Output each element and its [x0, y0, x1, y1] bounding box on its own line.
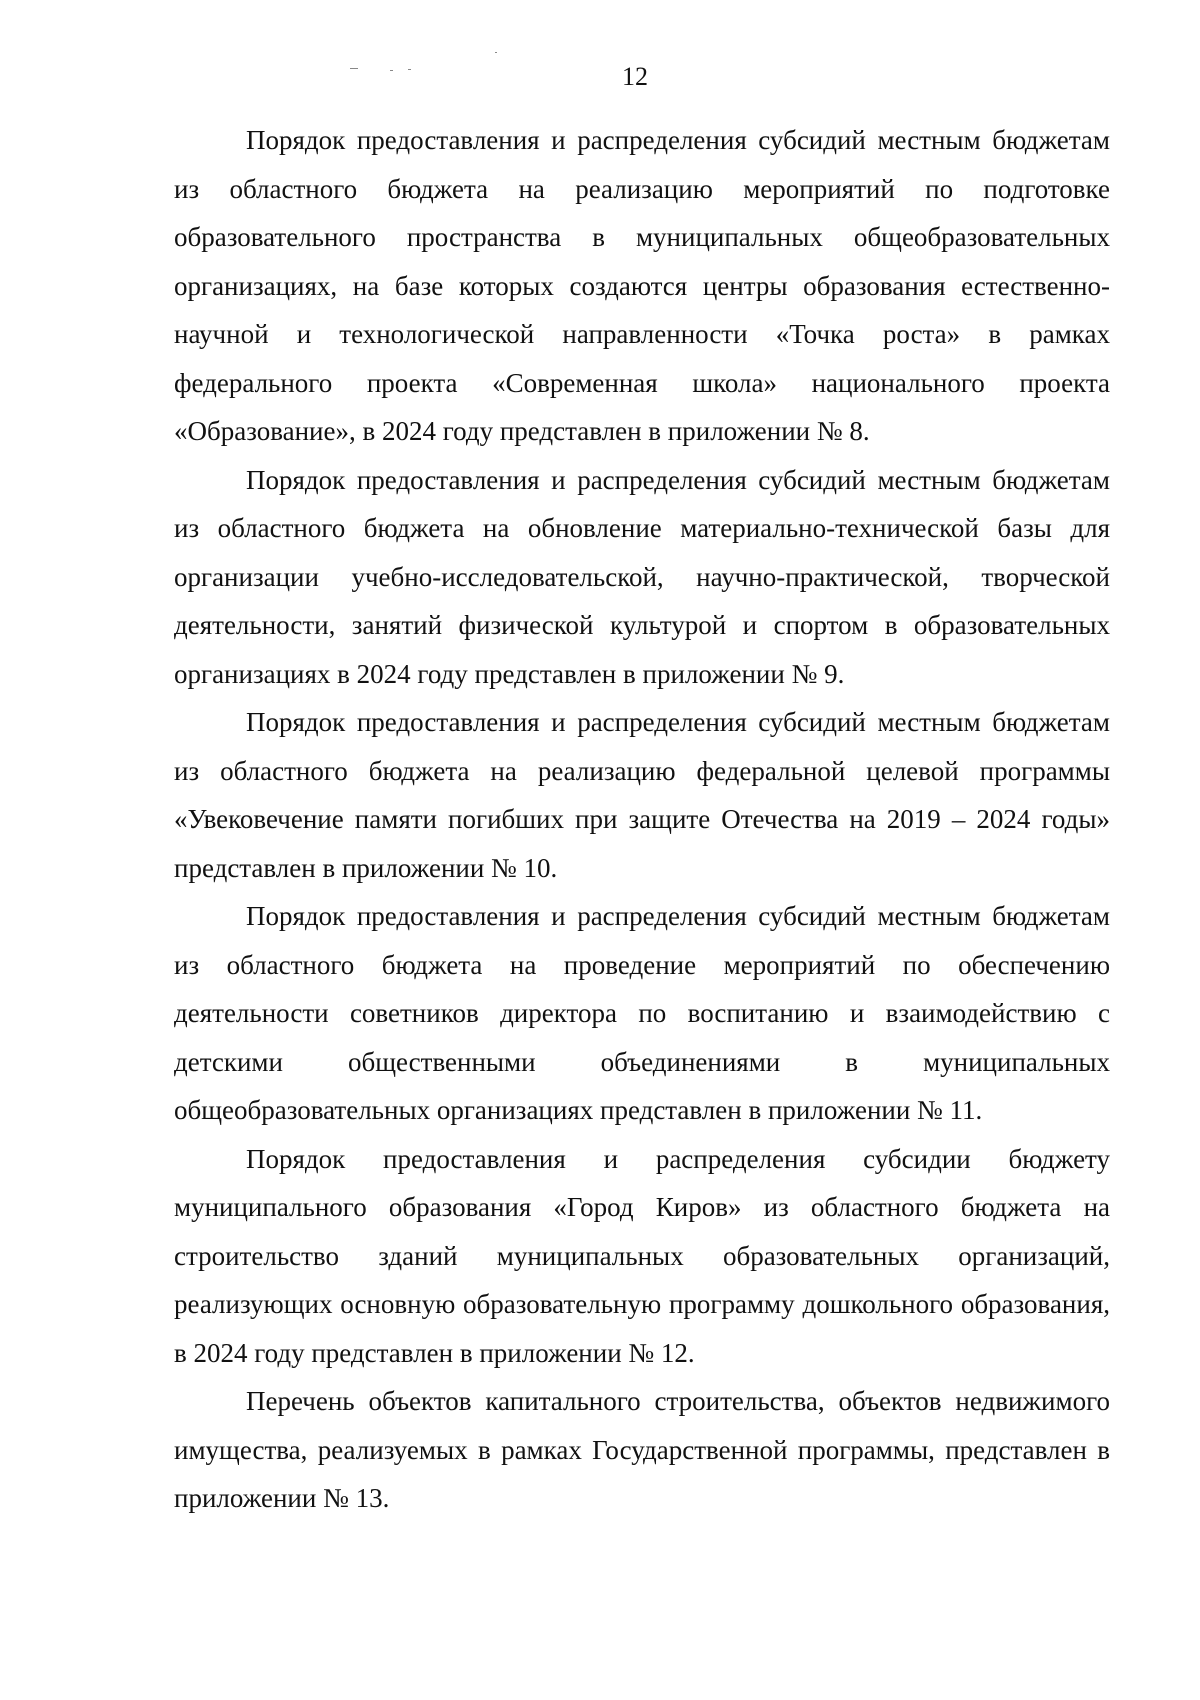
paragraph-appendix-12: Порядок предоставления и распределения субсидии бюджету муниципального образования «Город Киров» из областного бюджета на строительство зданий муниципальных образовательных организаций, реализующих основную образовательную программу дошкольного образования, в 2024 году представлен в приложении № 12. [174, 1143, 1110, 1368]
paragraph-appendix-8: Порядок предоставления и распределения субсидий местным бюджетам из областного бюджета на реализацию мероприятий по подготовке образовательного пространства в муниципальных общеобразовательных организациях, на базе которых создаются центры образования естественно-научной и технологической направленности «Точка роста» в рамках федерального проекта «Современная школа» национального проекта «Образование», в 2024 году представлен в приложении № 8. [174, 125, 1110, 446]
paragraph-appendix-11: Порядок предоставления и распределения субсидий местным бюджетам из областного бюджета на проведение мероприятий по обеспечению деятельности советников директора по воспитанию и взаимодействию с детскими общественными объединениями в муниципальных общеобразовательных организациях представлен в приложении № 11. [174, 901, 1110, 1125]
paragraph-appendix-10: Порядок предоставления и распределения субсидий местным бюджетам из областного бюджета на реализацию федеральной целевой программы «Увековечение памяти погибших при защите Отечества на 2019 – 2024 годы» представлен в приложении № 10. [174, 707, 1110, 883]
paragraph-appendix-13: Перечень объектов капитального строительства, объектов недвижимого имущества, реализуемых в рамках Государственной программы, представлен в приложении № 13. [174, 1386, 1110, 1513]
page-number: 12 [622, 62, 648, 91]
document-body [174, 116, 1110, 1523]
paragraph-appendix-9: Порядок предоставления и распределения субсидий местным бюджетам из областного бюджета на обновление материально-технической базы для организации учебно-исследовательской, научно-практической, творческой деятельности, занятий физической культурой и спортом в образовательных организациях в 2024 году представлен в приложении № 9. [174, 464, 1110, 689]
scan-artifact [495, 52, 497, 53]
